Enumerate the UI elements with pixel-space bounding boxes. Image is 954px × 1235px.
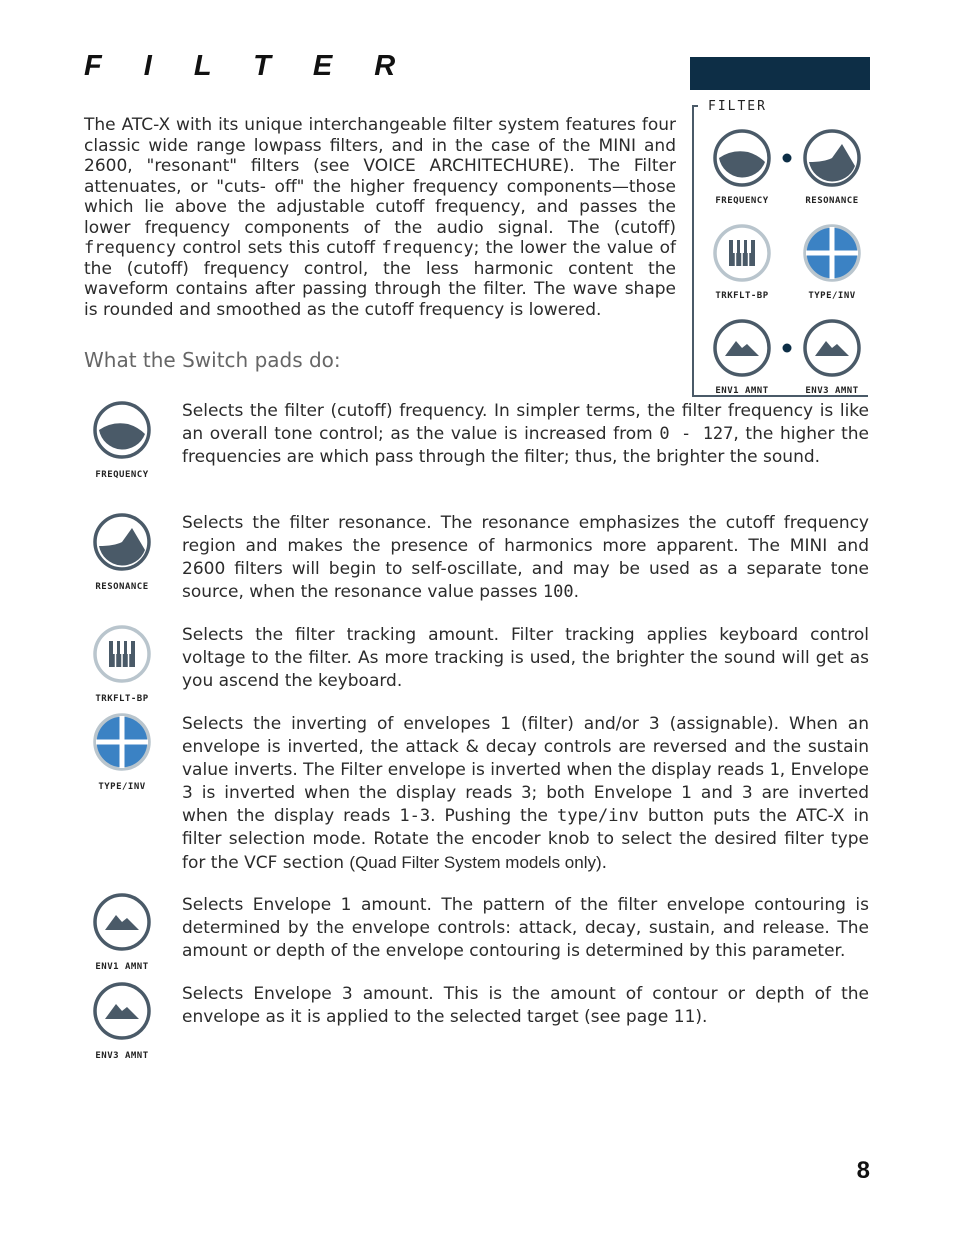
tracking-description: Selects the filter tracking amount. Filter tracking applies keyboard control voltage to the filter. As more tracking is used, the brighter the sound will get as you ascend the keyboard.: [182, 625, 869, 691]
typeinv-desc-text-6: .: [601, 853, 608, 873]
panel-env1-knob-icon[interactable]: [712, 318, 772, 378]
env3-pad-label: ENV3 AMNT: [95, 1051, 149, 1061]
panel-frequency-knob-icon[interactable]: [712, 128, 772, 188]
intro-paragraph: [84, 115, 676, 320]
section-subheading: What the Switch pads do:: [84, 348, 341, 372]
frequency-desc-text-2: , the higher the frequencies are which pass through the filter; thus, the brighter the sound.: [182, 424, 869, 467]
panel-keyboard-tracking-icon[interactable]: [712, 223, 772, 283]
frequency-pad: [82, 400, 162, 480]
typeinv-desc-note: (Quad Filter System models only): [349, 853, 602, 872]
page-number: 8: [856, 1157, 870, 1184]
frequency-pad-label: FREQUENCY: [95, 470, 149, 480]
typeinv-desc-value-3: 3: [521, 783, 532, 803]
resonance-knob-icon: [92, 512, 152, 572]
keyboard-tracking-icon: [92, 624, 152, 684]
typeinv-pad-label: TYPE/INV: [98, 782, 146, 792]
filter-panel: [690, 98, 870, 400]
resonance-pad: [82, 512, 162, 592]
panel-header-bar: [690, 57, 870, 90]
panel-label-resonance: RESONANCE: [805, 196, 859, 206]
typeinv-desc-text-5: button puts the ATC-X in filter selection mode. Rotate the encoder knob to select the desired filter type for the VCF section: [182, 806, 869, 873]
panel-header-label: FILTER: [708, 99, 767, 114]
typeinv-desc-text-1: Selects the inverting of envelopes 1 (filter) and/or 3 (assignable). When an envelope is inverted, the attack & decay controls are reversed and the sustain value inverts. The Filter envelope is inverted when the display reads: [182, 714, 869, 780]
resonance-desc-text-1: Selects the filter resonance. The resonance emphasizes the cutoff frequency region and makes the presence of harmonics more apparent. The MINI and 2600 filters will begin to self-oscillate, and may be used as a separate tone source, when the resonance value passes: [182, 513, 869, 602]
tracking-pad: [82, 624, 162, 704]
frequency-knob-icon: [92, 400, 152, 460]
intro-text-2: control sets this cutoff: [176, 238, 382, 258]
panel-type-inv-icon[interactable]: [802, 223, 862, 283]
page-title: F I L T E R: [84, 50, 413, 82]
env3-pad: [82, 981, 162, 1061]
type-inv-icon: [92, 712, 152, 772]
panel-label-env1: ENV1 AMNT: [715, 386, 769, 396]
intro-keyword-frequency-2: frequency: [381, 238, 474, 258]
env3-knob-icon: [92, 981, 152, 1041]
resonance-description: [182, 512, 869, 604]
env1-pad: [82, 892, 162, 972]
typeinv-desc-value-1-3: 1-3: [399, 806, 431, 826]
intro-text-1: The ATC-X with its unique interchangeable filter system features four classic wide range lowpass filters, and in the case of the MINI and 2600, "resonant" filters (see VOICE ARCHITECHURE). The Filter attenuates, or "cuts- off" the higher frequency components—those which lie above the adjustable cutoff frequency, and passes the lower frequency components of the audio signal. The (cutoff): [84, 115, 676, 238]
typeinv-description: [182, 713, 869, 875]
intro-keyword-frequency: frequency: [84, 238, 177, 258]
panel-label-env3: ENV3 AMNT: [805, 386, 859, 396]
env1-description: Selects Envelope 1 amount. The pattern of the filter envelope contouring is determined by the envelope controls: attack, decay, sustain, and release. The amount or depth of the envelope contouring is determined by this parameter.: [182, 895, 869, 961]
resonance-desc-value: 100: [542, 582, 574, 602]
resonance-desc-text-2: .: [573, 582, 579, 602]
typeinv-desc-value-1: 1: [769, 760, 780, 780]
typeinv-desc-text-2: , Envelope 3 is inverted when the display reads: [182, 760, 869, 803]
frequency-description: [182, 400, 869, 469]
typeinv-desc-button-name: type/inv: [557, 806, 639, 826]
typeinv-desc-text-4: . Pushing the: [430, 806, 558, 826]
resonance-pad-label: RESONANCE: [95, 582, 149, 592]
panel-resonance-knob-icon[interactable]: [802, 128, 862, 188]
panel-env3-knob-icon[interactable]: [802, 318, 862, 378]
tracking-pad-label: TRKFLT-BP: [95, 694, 149, 704]
env1-knob-icon: [92, 892, 152, 952]
typeinv-desc-text-3: ; both Envelope 1 and 3 are inverted when the display reads: [182, 783, 869, 826]
typeinv-pad: [82, 712, 162, 792]
intro-text-3: ; the lower the value of the (cutoff) frequency control, the less harmonic content the waveform contains after passing through the filter. The wave shape is rounded and smoothed as the cutoff frequency is lowered.: [84, 238, 676, 320]
panel-label-typeinv: TYPE/INV: [808, 291, 856, 301]
frequency-desc-text-1: Selects the filter (cutoff) frequency. In simpler terms, the filter frequency is like an overall tone control; as the value is increased from: [182, 401, 869, 444]
panel-label-trackfilt: TRKFLT-BP: [715, 291, 769, 301]
frequency-desc-range: 0 - 127: [659, 424, 734, 444]
env1-pad-label: ENV1 AMNT: [95, 962, 149, 972]
panel-label-frequency: FREQUENCY: [715, 196, 769, 206]
env3-description: Selects Envelope 3 amount. This is the amount of contour or depth of the envelope as it is applied to the selected target (see page 11).: [182, 984, 869, 1027]
